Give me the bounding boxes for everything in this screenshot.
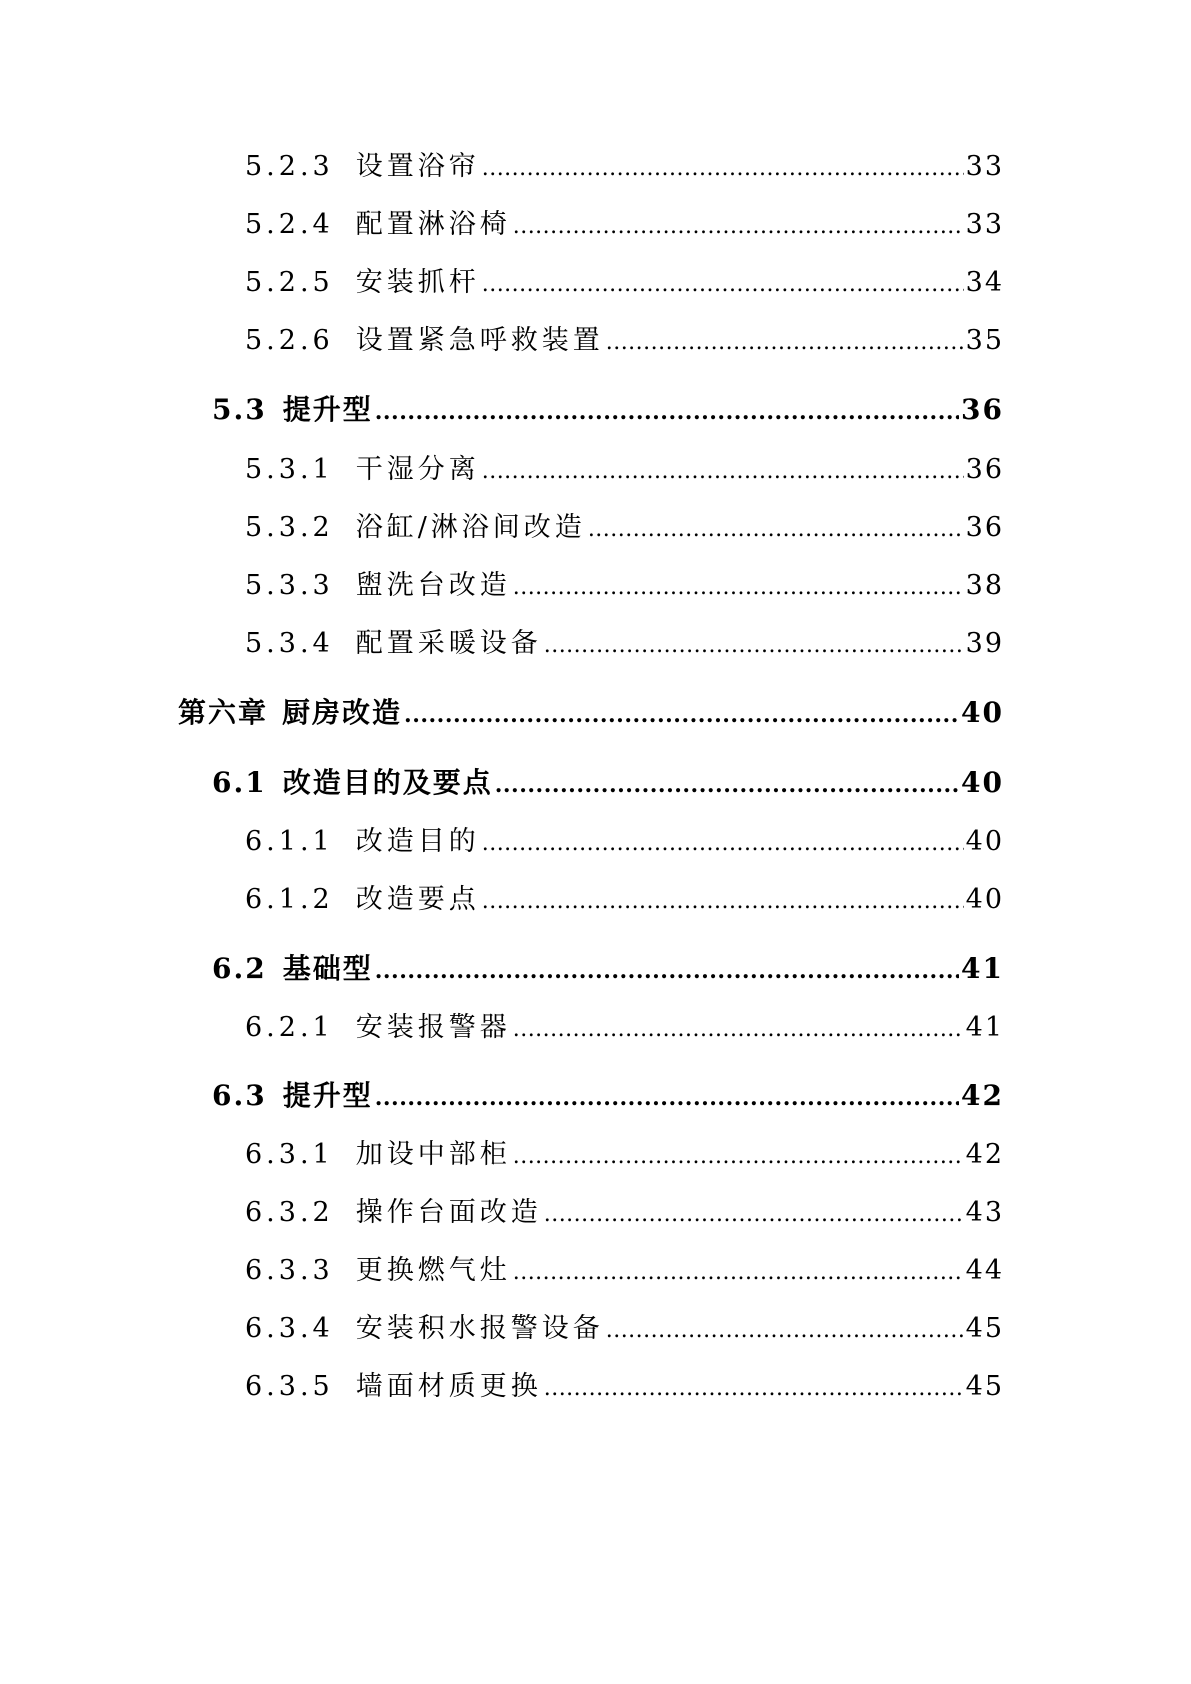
toc-entry-number: 5.2.5: [245, 267, 334, 298]
toc-entry-number: 6.3.4: [245, 1313, 334, 1344]
toc-entry-title: 加设中部柜: [355, 1139, 511, 1170]
toc-entry-page: 40: [961, 766, 1004, 799]
dot-leader: [513, 1260, 964, 1285]
dot-leader: [588, 517, 964, 542]
dot-leader: [482, 156, 964, 181]
toc-entry-title: 基础型: [282, 952, 373, 985]
toc-entry-page: 36: [961, 393, 1004, 426]
toc-entry-title: 改造目的及要点: [282, 766, 493, 799]
toc-entry-number: 6.3.5: [245, 1371, 334, 1402]
toc-entry-number: 5.3: [212, 393, 267, 426]
toc-entry-5-3-1[interactable]: [245, 447, 1004, 486]
toc-entry-title: 提升型: [282, 393, 373, 426]
toc-entry-number: 6.1.2: [245, 884, 334, 915]
toc-entry-page: 45: [965, 1371, 1004, 1402]
toc-entry-title: 浴缸/淋浴间改造: [355, 512, 586, 543]
toc-entry-page: 39: [965, 628, 1004, 659]
toc-entry-5-3[interactable]: [212, 388, 1004, 428]
dot-leader: [375, 1085, 959, 1111]
toc-entry-title: 安装抓杆: [355, 267, 480, 298]
toc-entry-number: 6.1: [212, 766, 267, 799]
toc-entry-6-3-3[interactable]: [245, 1248, 1004, 1287]
toc-entry-page: 40: [965, 826, 1004, 857]
toc-entry-title: 厨房改造: [282, 696, 403, 729]
toc-entry-5-2-6[interactable]: [245, 318, 1004, 357]
toc-entry-page: 36: [965, 512, 1004, 543]
dot-leader: [513, 1017, 964, 1042]
toc-entry-number: 6.3.1: [245, 1139, 334, 1170]
toc-entry-6-3-4[interactable]: [245, 1306, 1004, 1345]
toc-entry-page: 34: [965, 267, 1004, 298]
dot-leader: [495, 772, 959, 798]
toc-entry-page: 40: [961, 696, 1004, 729]
toc-entry-number: 5.3.4: [245, 628, 334, 659]
dot-leader: [544, 633, 964, 658]
toc-entry-page: 35: [965, 325, 1004, 356]
dot-leader: [482, 889, 964, 914]
toc-entry-6-1[interactable]: [212, 761, 1004, 801]
toc-entry-title: 配置采暖设备: [355, 628, 542, 659]
toc-entry-title: 提升型: [282, 1079, 373, 1112]
dot-leader: [544, 1376, 964, 1401]
toc-entry-chapter-6[interactable]: [178, 691, 1004, 731]
toc-entry-number: 5.2.6: [245, 325, 334, 356]
toc-entry-5-3-3[interactable]: [245, 563, 1004, 602]
dot-leader: [375, 958, 959, 984]
toc-entry-title: 设置紧急呼救装置: [355, 325, 604, 356]
dot-leader: [606, 1318, 964, 1343]
toc-entry-number: 6.3.3: [245, 1255, 334, 1286]
toc-entry-title: 安装报警器: [355, 1012, 511, 1043]
toc-entry-title: 改造目的: [355, 826, 480, 857]
toc-entry-5-3-2[interactable]: [245, 505, 1004, 544]
toc-entry-page: 36: [965, 454, 1004, 485]
toc-entry-title: 墙面材质更换: [355, 1371, 542, 1402]
toc-entry-page: 41: [961, 952, 1004, 985]
dot-leader: [482, 831, 964, 856]
dot-leader: [544, 1202, 964, 1227]
toc-entry-title: 盥洗台改造: [355, 570, 511, 601]
dot-leader: [482, 459, 964, 484]
toc-entry-page: 33: [965, 209, 1004, 240]
toc-entry-number: 5.2.3: [245, 151, 334, 182]
toc-entry-6-3-1[interactable]: [245, 1132, 1004, 1171]
toc-entry-page: 40: [965, 884, 1004, 915]
toc-entry-page: 43: [965, 1197, 1004, 1228]
toc-entry-title: 安装积水报警设备: [355, 1313, 604, 1344]
toc-entry-number: 5.3.1: [245, 454, 334, 485]
dot-leader: [404, 702, 959, 728]
toc-entry-6-3-5[interactable]: [245, 1364, 1004, 1403]
toc-entry-number: 6.1.1: [245, 826, 334, 857]
toc-entry-number: 5.2.4: [245, 209, 334, 240]
toc-entry-title: 改造要点: [355, 884, 480, 915]
toc-entry-6-1-2[interactable]: [245, 877, 1004, 916]
toc-entry-number: 5.3.2: [245, 512, 334, 543]
toc-entry-title: 配置淋浴椅: [355, 209, 511, 240]
toc-entry-5-3-4[interactable]: [245, 621, 1004, 660]
toc-entry-5-2-5[interactable]: [245, 260, 1004, 299]
toc-entry-6-1-1[interactable]: [245, 819, 1004, 858]
toc-entry-page: 38: [965, 570, 1004, 601]
toc-entry-5-2-3[interactable]: [245, 144, 1004, 183]
toc-entry-page: 42: [965, 1139, 1004, 1170]
toc-entry-number: 5.3.3: [245, 570, 334, 601]
toc-entry-number: 6.2.1: [245, 1012, 334, 1043]
toc-entry-6-2[interactable]: [212, 947, 1004, 987]
toc-entry-5-2-4[interactable]: [245, 202, 1004, 241]
dot-leader: [513, 1144, 964, 1169]
dot-leader: [513, 214, 964, 239]
toc-entry-number: 第六章: [178, 696, 269, 729]
dot-leader: [606, 330, 964, 355]
toc-entry-page: 45: [965, 1313, 1004, 1344]
dot-leader: [375, 399, 959, 425]
toc-entry-title: 干湿分离: [355, 454, 480, 485]
toc-entry-title: 更换燃气灶: [355, 1255, 511, 1286]
toc-entry-page: 33: [965, 151, 1004, 182]
toc-entry-title: 操作台面改造: [355, 1197, 542, 1228]
toc-entry-6-3-2[interactable]: [245, 1190, 1004, 1229]
toc-entry-6-3[interactable]: [212, 1074, 1004, 1114]
toc-entry-number: 6.2: [212, 952, 267, 985]
dot-leader: [482, 272, 964, 297]
toc-entry-number: 6.3: [212, 1079, 267, 1112]
toc-entry-page: 42: [961, 1079, 1004, 1112]
dot-leader: [513, 575, 964, 600]
toc-entry-title: 设置浴帘: [355, 151, 480, 182]
toc-entry-page: 41: [965, 1012, 1004, 1043]
toc-entry-page: 44: [965, 1255, 1004, 1286]
toc-entry-6-2-1[interactable]: [245, 1005, 1004, 1044]
toc-entry-number: 6.3.2: [245, 1197, 334, 1228]
